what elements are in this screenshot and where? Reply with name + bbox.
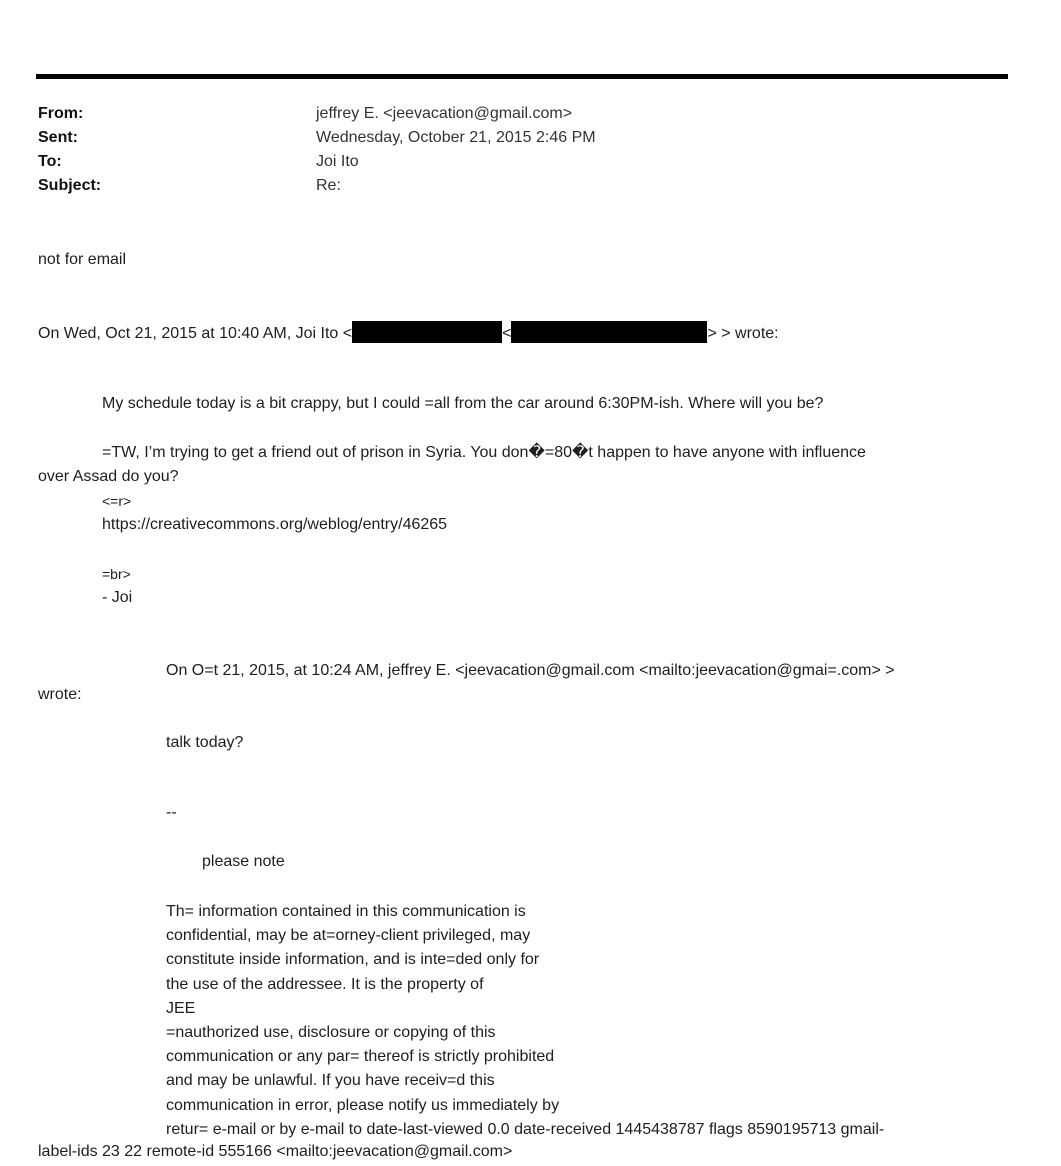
disclaimer-line: communication in error, please notify us immediately by	[166, 1096, 560, 1114]
subject-label: Subject:	[38, 177, 102, 194]
disclaimer-line: and may be unlawful. If you have receiv=d this	[166, 1072, 495, 1090]
markup-tag: =br>	[102, 566, 131, 582]
quote-header-1-prefix: On Wed, Oct 21, 2015 at 10:40 AM, Joi Ito <	[38, 325, 353, 342]
markup-tag: <=r>	[102, 493, 132, 509]
quote-header-2-line2: wrote:	[38, 686, 82, 703]
disclaimer-line: =nauthorized use, disclosure or copying of this	[166, 1023, 496, 1041]
disclaimer	[166, 900, 884, 1142]
disclaimer-line: retur= e-mail or by e-mail to date-last-viewed 0.0 date-received 1445438787 flags 8590195713 gmail-	[166, 1120, 885, 1138]
to-label: To:	[38, 153, 62, 170]
please-note: please note	[202, 853, 285, 870]
signoff: - Joi	[102, 589, 133, 606]
quote-paragraph-2-line1: =TW, I’m trying to get a friend out of prison in Syria. You don�=80�t happen to have anyone with influence	[102, 444, 866, 461]
quote-header-1-suffix: > > wrote:	[707, 325, 779, 342]
disclaimer-line: constitute inside information, and is inte=ded only for	[166, 951, 540, 969]
redaction-bar	[352, 321, 502, 343]
talk-text: talk today?	[166, 734, 244, 751]
quote-paragraph-1: My schedule today is a bit crappy, but I could =all from the car around 6:30PM-ish. Where will you be?	[102, 395, 824, 412]
sent-label: Sent:	[38, 129, 78, 146]
quote-header-2-line1: On O=t 21, 2015, at 10:24 AM, jeffrey E. <jeevacation@gmail.com <mailto:jeevacation@gmai=.com> >	[166, 662, 895, 679]
reply-text: not for email	[38, 251, 127, 268]
sent-value: Wednesday, October 21, 2015 2:46 PM	[316, 129, 596, 146]
signature-dashes: --	[166, 804, 177, 821]
redaction-bar	[511, 321, 707, 343]
quote-header-1	[38, 321, 779, 344]
disclaimer-line: JEE	[166, 999, 196, 1017]
disclaimer-line: communication or any par= thereof is strictly prohibited	[166, 1048, 555, 1066]
disclaimer-line: confidential, may be at=orney-client privileged, may	[166, 927, 531, 945]
from-value: jeffrey E. <jeevacation@gmail.com>	[316, 105, 573, 122]
disclaimer-line: Th= information contained in this communication is	[166, 903, 526, 920]
final-line: label-ids 23 22 remote-id 555166 <mailto:jeevacation@gmail.com>	[38, 1143, 513, 1160]
subject-value: Re:	[316, 177, 341, 194]
weblog-link: https://creativecommons.org/weblog/entry/46265	[102, 516, 448, 533]
quote-paragraph-2-line2: over Assad do you?	[38, 468, 179, 485]
to-value: Joi Ito	[316, 153, 359, 170]
quote-header-1-mid: <	[502, 325, 512, 342]
from-label: From:	[38, 105, 84, 122]
header-rule	[36, 74, 1008, 79]
disclaimer-line: the use of the addressee. It is the property of	[166, 975, 484, 993]
